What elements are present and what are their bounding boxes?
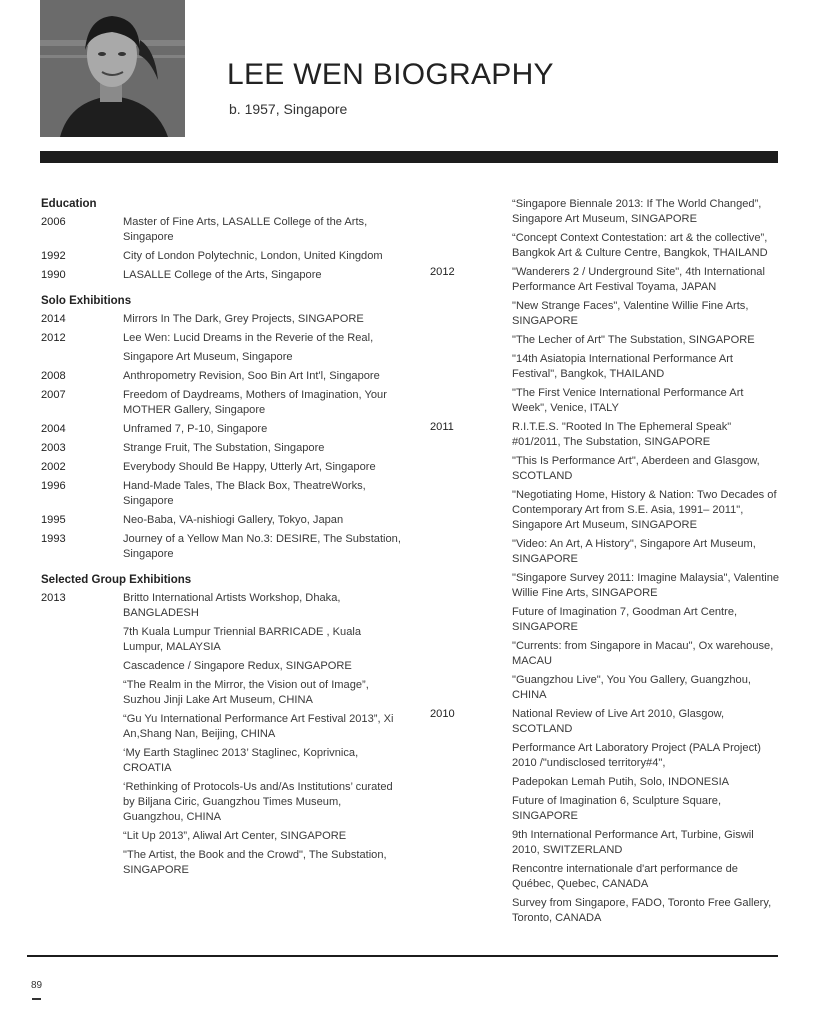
entry-text: Master of Fine Arts, LASALLE College of the Arts, Singapore: [123, 216, 368, 243]
entry-text: R.I.T.E.S. "Rooted In The Ephemeral Speak" #01/2011, The Substation, SINGAPORE: [512, 421, 732, 448]
entry-group: [123, 479, 401, 509]
list-item: [41, 388, 401, 418]
right-column: [430, 197, 780, 930]
entry-text: 9th International Performance Art, Turbine, Giswil 2010, SWITZERLAND: [512, 829, 754, 856]
entry-group: [123, 513, 401, 528]
list-item: [41, 479, 401, 509]
entry-text: ‘My Earth Staglinec 2013’ Staglinec, Koprivnica, CROATIA: [123, 747, 359, 774]
artist-portrait: [40, 0, 185, 137]
entry-group: [123, 441, 401, 456]
year-label: 2003: [41, 442, 66, 454]
header-divider: [40, 151, 778, 163]
list-item: [430, 420, 780, 703]
year-label: 2006: [41, 216, 66, 228]
entry-group: [123, 591, 401, 878]
entry-text: Britto International Artists Workshop, Dhaka, BANGLADESH: [123, 592, 341, 619]
list-item: [41, 591, 401, 878]
entry-text: “Singapore Biennale 2013: If The World Changed”, Singapore Art Museum, SINGAPORE: [512, 198, 762, 225]
year-label: 2002: [41, 461, 66, 473]
year-label: 2004: [41, 423, 66, 435]
entry-text: Rencontre internationale d'art performance de Québec, Quebec, CANADA: [512, 863, 738, 890]
entry-text: Cascadence / Singapore Redux, SINGAPORE: [123, 660, 352, 672]
list-item: [41, 312, 401, 327]
section-title: Selected Group Exhibitions: [41, 574, 192, 586]
entry-text: “The Realm in the Mirror, the Vision out of Image”, Suzhou Jinji Lake Art Museum, CHINA: [123, 679, 369, 706]
entry-text: "The Artist, the Book and the Crowd", The Substation, SINGAPORE: [123, 849, 387, 876]
list-item: [41, 369, 401, 384]
entry-text: "Currents: from Singapore in Macau", Ox warehouse, MACAU: [512, 640, 774, 667]
entry-group: [123, 268, 401, 283]
entry-text: "Guangzhou Live", You You Gallery, Guangzhou, CHINA: [512, 674, 751, 701]
year-label: 1996: [41, 480, 66, 492]
year-label: 2010: [430, 708, 455, 720]
year-label: 2011: [430, 421, 454, 433]
page-title: LEE WEN BIOGRAPHY: [227, 58, 554, 91]
entry-group: [123, 215, 401, 245]
entry-group: [512, 197, 780, 261]
list-item: [430, 197, 780, 261]
entry-text: ‘Rethinking of Protocols-Us and/As Institutions’ curated by Biljana Ciric, Guangzhou Times Museum, Guangzhou, CHINA: [123, 781, 393, 823]
list-item: [430, 265, 780, 416]
page-marker: [32, 998, 41, 1000]
list-item: [41, 460, 401, 475]
list-item: [41, 331, 401, 365]
year-label: 1990: [41, 269, 66, 281]
entry-group: [123, 369, 401, 384]
education-list: [41, 215, 401, 283]
entry-group: [123, 460, 401, 475]
entry-text: Mirrors In The Dark, Grey Projects, SINGAPORE: [123, 313, 364, 325]
entry-text: "14th Asiatopia International Performance Art Festival", Bangkok, THAILAND: [512, 353, 734, 380]
group-list: [41, 591, 401, 878]
entry-group: [512, 420, 780, 703]
solo-list: [41, 312, 401, 562]
entry-text: "Video: An Art, A History", Singapore Art Museum, SINGAPORE: [512, 538, 756, 565]
solo-section: [41, 294, 401, 562]
entry-group: [512, 265, 780, 416]
entry-text: Future of Imagination 6, Sculpture Square, SINGAPORE: [512, 795, 722, 822]
list-item: [41, 513, 401, 528]
section-title: Solo Exhibitions: [41, 295, 132, 307]
entry-text: Anthropometry Revision, Soo Bin Art Int'l, Singapore: [123, 370, 380, 382]
entry-group: [123, 422, 401, 437]
entry-text: "Negotiating Home, History & Nation: Two Decades of Contemporary Art from S.E. Asia, 1991– 2011", Singapore Art Museum, SINGAPORE: [512, 489, 777, 531]
section-title: Education: [41, 198, 97, 210]
entry-text: "Singapore Survey 2011: Imagine Malaysia", Valentine Willie Fine Arts, SINGAPORE: [512, 572, 780, 599]
entry-text: Survey from Singapore, FADO, Toronto Free Gallery, Toronto, CANADA: [512, 897, 772, 924]
entry-text: Everybody Should Be Happy, Utterly Art, Singapore: [123, 461, 376, 473]
year-label: 2014: [41, 313, 66, 325]
list-item: [41, 441, 401, 456]
page-number: 89: [31, 980, 43, 991]
entry-text: “Concept Context Contestation: art & the collective”, Bangkok Art & Culture Centre, Bangkok, THAILAND: [512, 232, 768, 259]
entry-group: [123, 331, 401, 365]
entry-text: City of London Polytechnic, London, United Kingdom: [123, 250, 383, 262]
list-item: [430, 707, 780, 926]
group-section: [41, 573, 401, 878]
entry-text: “Lit Up 2013”, Aliwal Art Center, SINGAPORE: [123, 830, 347, 842]
list-item: [41, 422, 401, 437]
entry-text: Journey of a Yellow Man No.3: DESIRE, The Substation, Singapore: [123, 533, 401, 560]
list-item: [41, 532, 401, 562]
list-item: [41, 268, 401, 283]
list-item: [41, 249, 401, 264]
year-label: 2012: [430, 266, 455, 278]
entry-text: LASALLE College of the Arts, Singapore: [123, 269, 322, 281]
year-label: [430, 197, 512, 261]
left-column: [41, 197, 401, 889]
entry-text: Future of Imagination 7, Goodman Art Centre, SINGAPORE: [512, 606, 738, 633]
entry-text: "Wanderers 2 / Underground Site", 4th International Performance Art Festival Toyama, JAPAN: [512, 266, 765, 293]
entry-group: [123, 249, 401, 264]
entry-text: Padepokan Lemah Putih, Solo, INDONESIA: [512, 776, 730, 788]
entry-group: [512, 707, 780, 926]
entry-text: "This Is Performance Art", Aberdeen and Glasgow, SCOTLAND: [512, 455, 760, 482]
year-label: 1993: [41, 533, 66, 545]
education-section: [41, 197, 401, 283]
entry-text: Unframed 7, P-10, Singapore: [123, 423, 268, 435]
page-subtitle: b. 1957, Singapore: [229, 101, 348, 117]
entry-text: Lee Wen: Lucid Dreams in the Reverie of the Real,: [123, 332, 374, 344]
entry-text: Singapore Art Museum, Singapore: [123, 351, 293, 363]
entry-text: "The First Venice International Performance Art Week", Venice, ITALY: [512, 387, 744, 414]
year-label: 2007: [41, 389, 66, 401]
entry-text: Performance Art Laboratory Project (PALA Project) 2010 /"undisclosed territory#4",: [512, 742, 761, 769]
group-list-continued: [430, 197, 780, 926]
entry-text: National Review of Live Art 2010, Glasgow, SCOTLAND: [512, 708, 725, 735]
entry-text: Neo-Baba, VA-nishiogi Gallery, Tokyo, Japan: [123, 514, 344, 526]
entry-group: [123, 312, 401, 327]
entry-text: "New Strange Faces", Valentine Willie Fine Arts, SINGAPORE: [512, 300, 749, 327]
portrait-illustration: [40, 0, 185, 137]
footer-divider: [27, 955, 778, 957]
entry-group: [123, 388, 401, 418]
year-label: 2008: [41, 370, 66, 382]
entry-text: 7th Kuala Lumpur Triennial BARRICADE , Kuala Lumpur, MALAYSIA: [123, 626, 362, 653]
entry-text: “Gu Yu International Performance Art Festival 2013”, Xi An,Shang Nan, Beijing, CHINA: [123, 713, 394, 740]
year-label: 2012: [41, 332, 66, 344]
entry-text: Hand-Made Tales, The Black Box, TheatreWorks, Singapore: [123, 480, 366, 507]
year-label: 2013: [41, 592, 66, 604]
year-label: 1995: [41, 514, 66, 526]
entry-text: "The Lecher of Art" The Substation, SINGAPORE: [512, 334, 755, 346]
entry-text: Freedom of Daydreams, Mothers of Imagination, Your MOTHER Gallery, Singapore: [123, 389, 387, 416]
list-item: [41, 215, 401, 245]
entry-group: [123, 532, 401, 562]
entry-text: Strange Fruit, The Substation, Singapore: [123, 442, 325, 454]
year-label: 1992: [41, 250, 66, 262]
